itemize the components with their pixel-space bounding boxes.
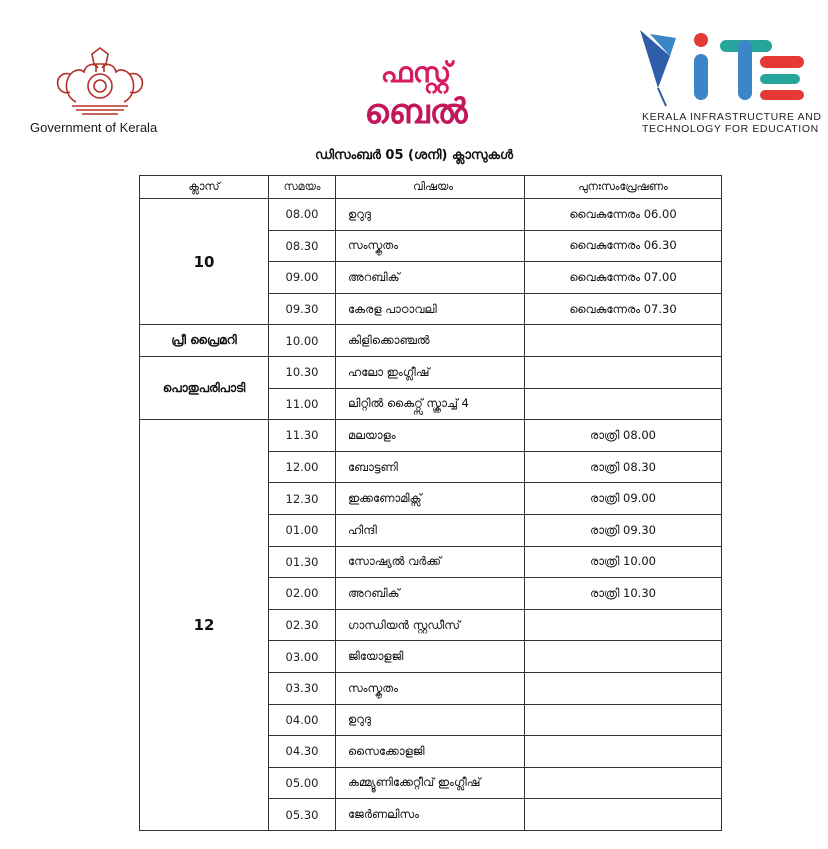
time-cell: 09.00 [269,262,336,294]
subject-cell: കിളിക്കൊഞ്ചൽ [336,325,525,357]
header-rebroadcast: പുനഃസംപ്രേഷണം [525,176,722,199]
rebroadcast-cell [525,609,722,641]
subject-cell: ഉറുദു [336,199,525,231]
table-row [140,356,722,388]
subject-cell: കേരള പാഠാവലി [336,293,525,325]
rebroadcast-cell [525,356,722,388]
class-cell: പൊതുപരിപാടി [140,356,269,419]
rebroadcast-cell: രാത്രി 09.00 [525,483,722,515]
first-bell-logo-line2: ബെൽ [364,92,468,132]
subject-cell: ഹിന്ദി [336,514,525,546]
rebroadcast-cell: രാത്രി 10.30 [525,578,722,610]
time-cell: 10.30 [269,356,336,388]
rebroadcast-cell [525,388,722,420]
time-cell: 09.30 [269,293,336,325]
subject-cell: ബോട്ടണി [336,451,525,483]
subject-cell: അറബിക് [336,578,525,610]
government-caption: Government of Kerala [30,120,158,135]
subject-cell: ഉറുദു [336,704,525,736]
kite-caption-line2: TECHNOLOGY FOR EDUCATION [642,123,819,135]
subject-cell: സോഷ്യൽ വർക്ക് [336,546,525,578]
rebroadcast-cell [525,736,722,768]
rebroadcast-cell [525,672,722,704]
time-cell: 12.30 [269,483,336,515]
rebroadcast-cell [525,641,722,673]
rebroadcast-cell: രാത്രി 10.00 [525,546,722,578]
rebroadcast-cell [525,767,722,799]
class-cell: പ്രീ പ്രൈമറി [140,325,269,357]
time-cell: 05.00 [269,767,336,799]
subject-cell: ഇക്കണോമിക്സ് [336,483,525,515]
rebroadcast-cell: വൈകുന്നേരം 07.30 [525,293,722,325]
time-cell: 02.00 [269,578,336,610]
time-cell: 04.00 [269,704,336,736]
rebroadcast-cell [525,325,722,357]
subject-cell: സംസ്കൃതം [336,230,525,262]
kite-logo-icon [636,26,808,110]
time-cell: 10.00 [269,325,336,357]
first-bell-logo-line1: ഫസ്റ്റ് [380,56,452,89]
kite-caption [642,111,822,135]
time-cell: 12.00 [269,451,336,483]
rebroadcast-cell: വൈകുന്നേരം 06.00 [525,199,722,231]
rebroadcast-cell: വൈകുന്നേരം 07.00 [525,262,722,294]
subject-cell: മലയാളം [336,420,525,452]
subject-cell: ജിയോളജി [336,641,525,673]
kerala-emblem-icon [46,44,154,120]
class-cell: 10 [140,199,269,325]
time-cell: 05.30 [269,799,336,831]
time-cell: 11.30 [269,420,336,452]
subject-cell: സൈക്കോളജി [336,736,525,768]
header-subject: വിഷയം [336,176,525,199]
class-cell: 12 [140,420,269,831]
time-cell: 08.30 [269,230,336,262]
header-class: ക്ലാസ് [140,176,269,199]
rebroadcast-cell [525,704,722,736]
page-title: ഡിസംബർ 05 (ശനി) ക്ലാസുകൾ [314,148,514,163]
first-bell-logo [356,50,476,136]
subject-cell: ഗാന്ധിയൻ സ്റ്റഡീസ് [336,609,525,641]
time-cell: 08.00 [269,199,336,231]
rebroadcast-cell: രാത്രി 08.30 [525,451,722,483]
table-row [140,199,722,231]
table-row [140,420,722,452]
table-row [140,325,722,357]
kite-caption-line1: KERALA INFRASTRUCTURE AND [642,111,822,123]
rebroadcast-cell [525,799,722,831]
rebroadcast-cell: രാത്രി 09.30 [525,514,722,546]
time-cell: 04.30 [269,736,336,768]
table-header-row [140,176,722,199]
rebroadcast-cell: വൈകുന്നേരം 06.30 [525,230,722,262]
header-time: സമയം [269,176,336,199]
subject-cell: ജേർണലിസം [336,799,525,831]
subject-cell: കമ്മ്യൂണിക്കേറ്റീവ് ഇംഗ്ലീഷ് [336,767,525,799]
time-cell: 01.30 [269,546,336,578]
rebroadcast-cell: രാത്രി 08.00 [525,420,722,452]
subject-cell: ലിറ്റിൽ കൈറ്റ്സ് സ്ക്രാച്ച് 4 [336,388,525,420]
subject-cell: ഹലോ ഇംഗ്ലീഷ് [336,356,525,388]
time-cell: 11.00 [269,388,336,420]
time-cell: 02.30 [269,609,336,641]
time-cell: 01.00 [269,514,336,546]
time-cell: 03.30 [269,672,336,704]
schedule-table [139,175,722,831]
subject-cell: സംസ്കൃതം [336,672,525,704]
time-cell: 03.00 [269,641,336,673]
subject-cell: അറബിക് [336,262,525,294]
